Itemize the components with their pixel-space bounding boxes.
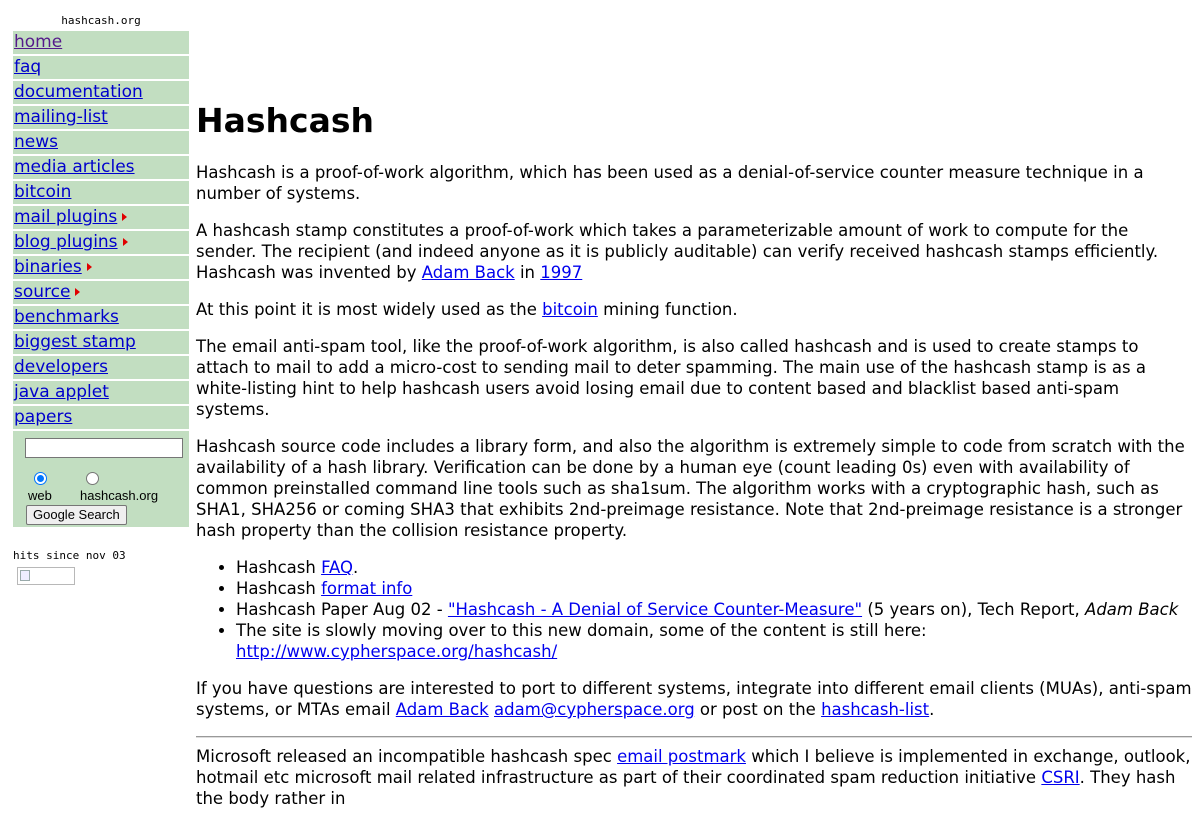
stamp-paragraph: A hashcash stamp constitutes a proof-of-work which takes a parameterizable amount of work to compute for the sender. The recipient (and indeed anyone as it is publicly auditable) can verify received hashcash stamps efficiently. Hashcash was invented by Adam Back in 1997 bbox=[196, 221, 1159, 282]
nav-link[interactable]: mail plugins bbox=[14, 207, 118, 227]
paper-link[interactable]: "Hashcash - A Denial of Service Counter-Measure" bbox=[447, 600, 863, 619]
hashcash-list-link[interactable]: hashcash-list bbox=[821, 700, 930, 719]
nav-menu bbox=[13, 31, 189, 429]
sidebar-item-mail-plugins bbox=[13, 206, 189, 229]
sidebar-item-papers bbox=[13, 406, 189, 429]
nav-link[interactable]: java applet bbox=[14, 382, 109, 402]
csri-link[interactable]: CSRI bbox=[1041, 768, 1080, 787]
radio-web-label: web bbox=[28, 488, 52, 503]
nav-link[interactable]: home bbox=[14, 32, 63, 52]
year-1997-link[interactable]: 1997 bbox=[540, 263, 583, 282]
sidebar bbox=[13, 0, 189, 585]
site-name: hashcash.org bbox=[61, 14, 141, 27]
sidebar-item-home bbox=[13, 31, 189, 54]
radio-hashcash-org[interactable] bbox=[86, 472, 99, 485]
sidebar-item-bitcoin bbox=[13, 181, 189, 204]
sidebar-item-faq bbox=[13, 56, 189, 79]
divider bbox=[196, 736, 1192, 738]
sidebar-item-benchmarks bbox=[13, 306, 189, 329]
nav-link[interactable]: developers bbox=[14, 357, 108, 377]
faq-link[interactable]: FAQ bbox=[321, 558, 354, 577]
adam-back-link[interactable]: Adam Back bbox=[421, 263, 515, 282]
radio-site-label: hashcash.org bbox=[80, 488, 159, 503]
hit-counter-label: hits since nov 03 bbox=[13, 549, 126, 562]
submenu-arrow-icon bbox=[122, 213, 127, 221]
sidebar-item-developers bbox=[13, 356, 189, 379]
sidebar-item-media-articles bbox=[13, 156, 189, 179]
search-form bbox=[13, 431, 189, 527]
resource-list bbox=[196, 557, 1192, 662]
nav-link[interactable]: bitcoin bbox=[14, 182, 72, 202]
sidebar-item-blog-plugins bbox=[13, 231, 189, 254]
nav-link[interactable]: source bbox=[14, 282, 71, 302]
nav-link[interactable]: binaries bbox=[14, 257, 82, 277]
cypherspace-link[interactable]: http://www.cypherspace.org/hashcash/ bbox=[236, 642, 558, 661]
antispam-paragraph: The email anti-spam tool, like the proof-of-work algorithm, is also called hashcash and is used to create stamps to attach to mail to add a micro-cost to sending mail to deter spamming. The main use of the hashcash stamp is as a white-listing hint to help hashcash users avoid losing email due to content based and blacklist based anti-spam systems. bbox=[196, 337, 1146, 419]
bitcoin-link[interactable]: bitcoin bbox=[542, 300, 598, 319]
radio-web[interactable] bbox=[34, 472, 47, 485]
nav-link[interactable]: faq bbox=[14, 57, 42, 77]
intro-paragraph: Hashcash is a proof-of-work algorithm, which has been used as a denial-of-service counter measure technique in a number of systems. bbox=[196, 163, 1144, 203]
nav-link[interactable]: benchmarks bbox=[14, 307, 119, 327]
submenu-arrow-icon bbox=[123, 238, 128, 246]
email-link[interactable]: adam@cypherspace.org bbox=[494, 700, 695, 719]
format-info-link[interactable]: format info bbox=[321, 579, 413, 598]
page-title: Hashcash bbox=[196, 101, 374, 140]
sidebar-item-java-applet bbox=[13, 381, 189, 404]
sidebar-item-mailing-list bbox=[13, 106, 189, 129]
list-item: • Hashcash Paper Aug 02 - "Hashcash - A Denial of Service Counter-Measure" (5 years on), Tech Report, Adam Back bbox=[236, 599, 1192, 620]
author-name: Adam Back bbox=[1085, 600, 1179, 619]
search-input[interactable] bbox=[25, 438, 183, 458]
sidebar-item-documentation bbox=[13, 81, 189, 104]
submenu-arrow-icon bbox=[87, 263, 92, 271]
microsoft-paragraph: Microsoft released an incompatible hashcash spec email postmark which I believe is implemented in exchange, outlook, hotmail etc microsoft mail related infrastructure as part of their coordinated spam reduction initiative CSRI. They hash the body rather in bbox=[196, 747, 1191, 808]
sidebar-item-news bbox=[13, 131, 189, 154]
nav-link[interactable]: documentation bbox=[14, 82, 143, 102]
nav-link[interactable]: biggest stamp bbox=[14, 332, 136, 352]
google-search-button[interactable]: Google Search bbox=[26, 505, 127, 525]
source-code-paragraph: Hashcash source code includes a library form, and also the algorithm is extremely simple to code from scratch with the availability of a hash library. Verification can be done by a human eye (count leading 0s) even with availability of common preinstalled command line tools such as sha1sum. The algorithm works with a cryptographic hash, such as SHA1, SHA256 or coming SHA3 that exhibits 2nd-preimage resistance. Note that 2nd-preimage resistance is a stronger hash property than the collision resistance property. bbox=[196, 437, 1185, 540]
adam-back-contact-link[interactable]: Adam Back bbox=[395, 700, 489, 719]
email-postmark-link[interactable]: email postmark bbox=[617, 747, 746, 766]
hit-counter-image bbox=[17, 567, 75, 585]
contact-paragraph: If you have questions are interested to port to different systems, integrate into different email clients (MUAs), anti-spam systems, or MTAs email Adam Back adam@cypherspace.org or post on the hashcash-list. bbox=[196, 679, 1192, 719]
sidebar-item-binaries bbox=[13, 256, 189, 279]
sidebar-item-biggest-stamp bbox=[13, 331, 189, 354]
bitcoin-paragraph: At this point it is most widely used as the bitcoin mining function. bbox=[196, 300, 738, 319]
list-item: • Hashcash format info bbox=[236, 578, 1192, 599]
sidebar-item-source bbox=[13, 281, 189, 304]
list-item: • The site is slowly moving over to this new domain, some of the content is still here: http://www.cypherspace.org/hashcash/ bbox=[236, 620, 1192, 662]
nav-link[interactable]: news bbox=[14, 132, 58, 152]
nav-link[interactable]: blog plugins bbox=[14, 232, 118, 252]
nav-link[interactable]: media articles bbox=[14, 157, 135, 177]
list-item: • Hashcash FAQ. bbox=[236, 557, 1192, 578]
nav-link[interactable]: mailing-list bbox=[14, 107, 108, 127]
submenu-arrow-icon bbox=[75, 288, 80, 296]
nav-link[interactable]: papers bbox=[14, 407, 73, 427]
